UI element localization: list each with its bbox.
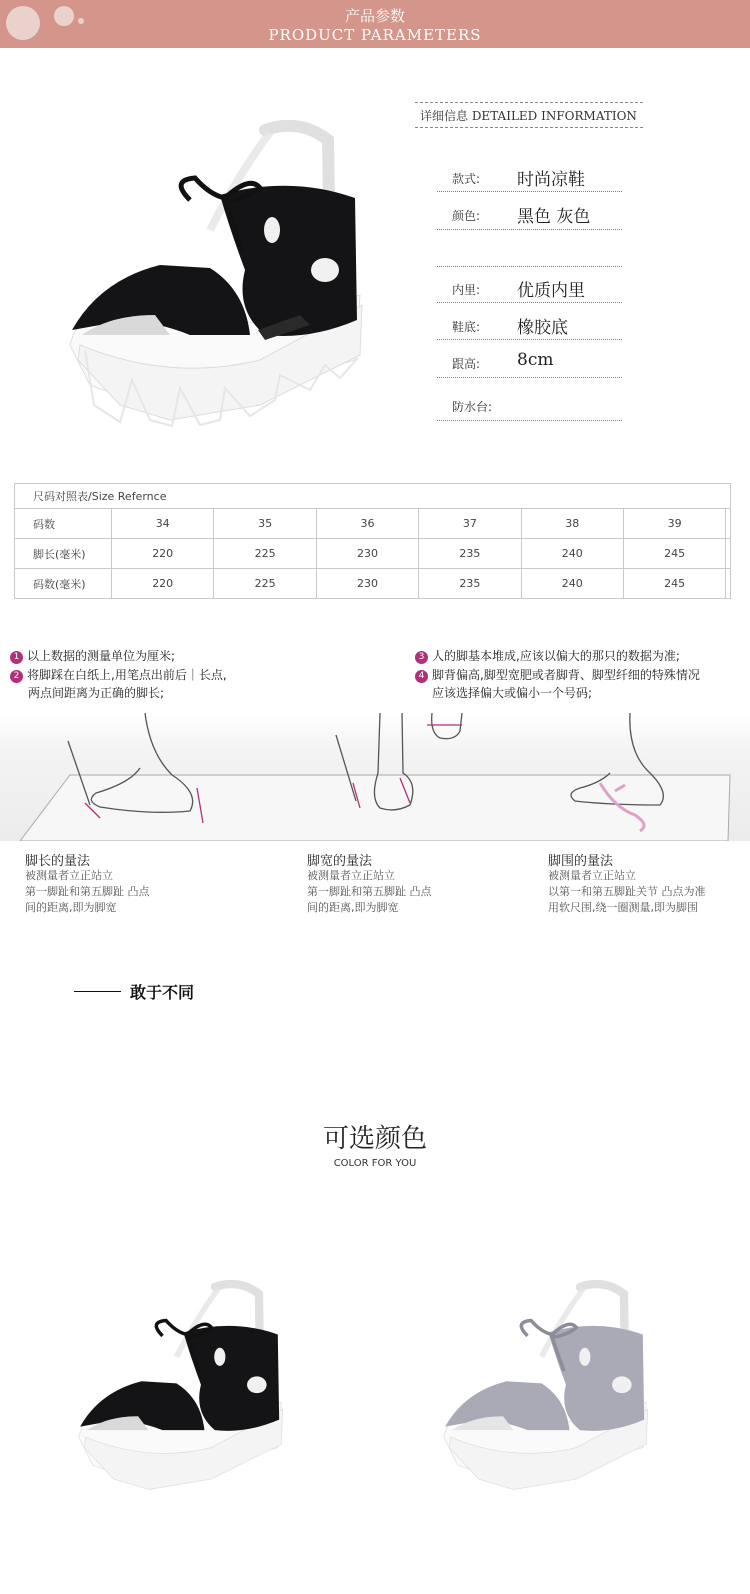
table-cell: 220 bbox=[112, 539, 214, 569]
measure-desc-line: 第一脚趾和第五脚趾 凸点 bbox=[25, 885, 150, 898]
table-row-label: 脚长(毫米) bbox=[15, 539, 112, 569]
measure-desc-line: 被测量者立正站立 bbox=[25, 869, 113, 882]
table-cell: 225 bbox=[214, 569, 316, 599]
measure-desc-line: 第一脚趾和第五脚趾 凸点 bbox=[307, 885, 432, 898]
details-title: 详细信息 DETAILED INFORMATION bbox=[420, 109, 637, 123]
measure-title-length: 脚长的量法 bbox=[25, 854, 91, 869]
detail-divider bbox=[437, 339, 622, 340]
table-cell: 34 bbox=[112, 509, 214, 539]
note-3 bbox=[415, 647, 680, 665]
measure-title-width: 脚宽的量法 bbox=[307, 854, 373, 869]
note-number-badge: 3 bbox=[415, 651, 428, 664]
size-table bbox=[14, 483, 731, 599]
table-row-label: 码数(毫米) bbox=[15, 569, 112, 599]
note-text: 将脚踩在白纸上,用笔点出前后｜长点, bbox=[27, 668, 227, 682]
product-image-gray-variant bbox=[435, 1280, 655, 1500]
details-rule-top bbox=[415, 102, 643, 103]
table-cell: 36 bbox=[316, 509, 418, 539]
table-cell: 230 bbox=[316, 569, 418, 599]
detail-label-lining: 内里: bbox=[452, 283, 481, 297]
detail-label-sole: 鞋底: bbox=[452, 320, 481, 334]
colors-title: 可选颜色 bbox=[322, 1124, 427, 1154]
table-cell: 225 bbox=[214, 539, 316, 569]
note-number-badge: 4 bbox=[415, 670, 428, 683]
note-number-badge: 1 bbox=[10, 651, 23, 664]
table-cell: 245 bbox=[623, 569, 725, 599]
measure-desc-line: 用软尺围,绕一圈测量,即为脚围 bbox=[548, 901, 698, 914]
table-cell: 235 bbox=[419, 569, 521, 599]
table-cell: 37 bbox=[419, 509, 521, 539]
detail-divider bbox=[437, 377, 622, 378]
note-1 bbox=[10, 647, 175, 665]
table-cell: 39 bbox=[623, 509, 725, 539]
table-cell bbox=[726, 509, 731, 539]
measure-desc-line: 被测量者立正站立 bbox=[548, 869, 636, 882]
table-cell: 235 bbox=[419, 539, 521, 569]
table-cell: 240 bbox=[521, 539, 623, 569]
detail-divider bbox=[437, 266, 622, 267]
details-rule-bottom bbox=[415, 127, 643, 128]
detail-label-color: 颜色: bbox=[452, 209, 481, 223]
header-title-en: PRODUCT PARAMETERS bbox=[268, 26, 482, 44]
table-cell: 35 bbox=[214, 509, 316, 539]
table-row bbox=[15, 509, 731, 539]
detail-value-style: 时尚凉鞋 bbox=[517, 170, 585, 190]
header-title-cn: 产品参数 bbox=[344, 7, 405, 25]
detail-divider bbox=[437, 229, 622, 230]
detail-label-heel: 跟高: bbox=[452, 357, 481, 371]
note-4 bbox=[415, 666, 700, 702]
detail-value-color: 黑色 灰色 bbox=[517, 207, 591, 227]
detail-value-lining: 优质内里 bbox=[517, 281, 585, 301]
table-row bbox=[15, 569, 731, 599]
note-text: 脚背偏高,脚型宽肥或者脚背、脚型纤细的特殊情况 bbox=[432, 668, 700, 682]
table-cell: 245 bbox=[623, 539, 725, 569]
product-image-black-variant bbox=[70, 1280, 290, 1500]
table-cell: 240 bbox=[521, 569, 623, 599]
note-text: 两点间距离为正确的脚长; bbox=[28, 686, 165, 700]
slogan-line bbox=[74, 991, 121, 992]
measure-desc-line: 被测量者立正站立 bbox=[307, 869, 395, 882]
size-table-caption: 尺码对照表/Size Refernce bbox=[15, 484, 731, 509]
note-2 bbox=[10, 666, 227, 702]
measure-desc-line: 间的距离,即为脚宽 bbox=[25, 901, 117, 914]
detail-value-heel: 8cm bbox=[517, 350, 554, 370]
table-cell: 38 bbox=[521, 509, 623, 539]
table-cell bbox=[726, 569, 731, 599]
note-text: 应该选择偏大或偏小一个号码; bbox=[432, 686, 593, 700]
measure-desc-line: 间的距离,即为脚宽 bbox=[307, 901, 399, 914]
table-row-label: 码数 bbox=[15, 509, 112, 539]
detail-label-platform: 防水台: bbox=[452, 400, 493, 414]
detail-value-sole: 橡胶底 bbox=[517, 318, 568, 338]
slogan: 敢于不同 bbox=[130, 983, 195, 1002]
note-text: 人的脚基本堆成,应该以偏大的那只的数据为准; bbox=[432, 649, 680, 663]
detail-divider bbox=[437, 420, 622, 421]
detail-label-style: 款式: bbox=[452, 172, 481, 186]
measurement-illustrations bbox=[0, 713, 750, 841]
table-cell bbox=[726, 539, 731, 569]
measure-desc-length bbox=[25, 868, 150, 916]
note-text: 以上数据的测量单位为厘米; bbox=[27, 649, 176, 663]
header-banner bbox=[0, 0, 750, 48]
detail-divider bbox=[437, 302, 622, 303]
measure-desc-line: 以第一和第五脚趾关节 凸点为准 bbox=[548, 885, 706, 898]
note-number-badge: 2 bbox=[10, 670, 23, 683]
table-cell: 220 bbox=[112, 569, 214, 599]
measure-desc-girth bbox=[548, 868, 706, 916]
table-cell: 230 bbox=[316, 539, 418, 569]
table-row bbox=[15, 539, 731, 569]
table-caption-row bbox=[15, 484, 731, 509]
product-image-black bbox=[60, 120, 370, 435]
measure-desc-width bbox=[307, 868, 432, 916]
detail-divider bbox=[437, 191, 622, 192]
colors-subtitle: COLOR FOR YOU bbox=[333, 1158, 417, 1169]
measure-title-girth: 脚围的量法 bbox=[548, 854, 614, 869]
